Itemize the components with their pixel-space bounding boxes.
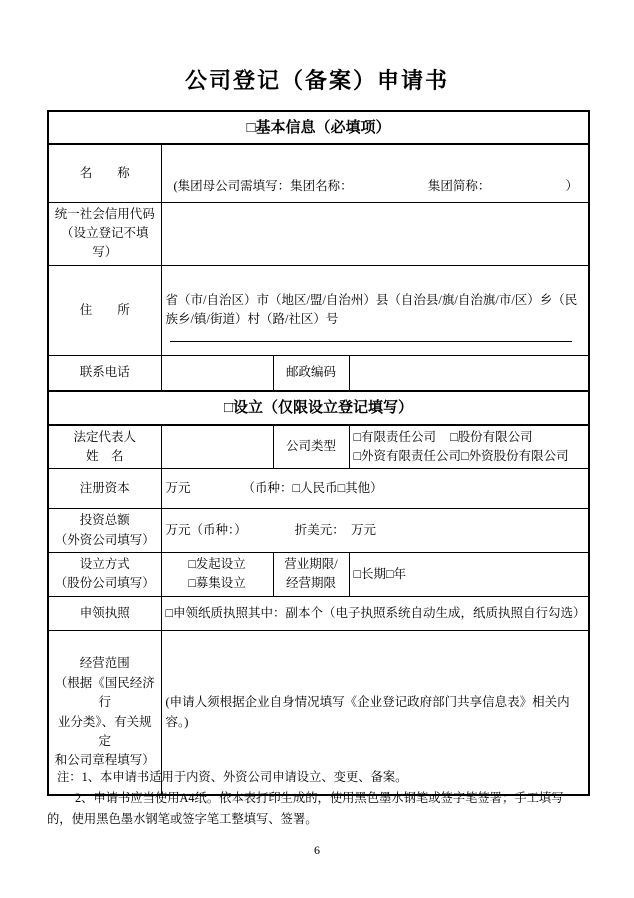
section-basic-info-header bbox=[48, 111, 589, 144]
address-template-text: 省（市/自治区）市（地区/盟/自治州）县（自治县/旗/自治旗/市/区）乡（民族乡/镇/街道）村（路/社区）号 bbox=[165, 292, 578, 327]
checkbox-joint-stock-company[interactable]: □股份有限公司 bbox=[450, 429, 533, 444]
checkbox-foreign-joint-stock-company[interactable]: □外资股份有限公司 bbox=[461, 448, 569, 463]
total-investment-label: 投资总额 （外资公司填写） bbox=[48, 509, 161, 553]
section-setup bbox=[48, 391, 589, 424]
note-line-2: 2、申请书应当使用A4纸。依本表打印生成的，使用黑色墨水钢笔或签字笔签署；手工填写的，使用黑色墨水钢笔或签字笔工整填写、签署。 bbox=[47, 790, 564, 826]
business-term-label: 营业期限/ 经营期限 bbox=[273, 553, 349, 597]
row-total-investment bbox=[48, 509, 589, 553]
page-number: 6 bbox=[314, 843, 320, 857]
registered-capital-cell bbox=[161, 469, 589, 509]
checkbox-foreign-limited-liability-company[interactable]: □外资有限责任公司 bbox=[353, 448, 462, 463]
page-title: 公司登记（备案）申请书 bbox=[184, 68, 449, 93]
row-registered-capital bbox=[48, 469, 589, 509]
checkbox-fundraising-establishment[interactable]: □募集设立 bbox=[188, 576, 246, 591]
license-cell bbox=[161, 596, 589, 630]
setup-method-options bbox=[161, 553, 273, 597]
checkbox-term-longterm-or-years[interactable]: □长期□年 bbox=[353, 566, 407, 581]
credit-code-input-area[interactable] bbox=[161, 202, 589, 265]
setup-checkbox[interactable]: □ bbox=[223, 399, 234, 417]
checkbox-paper-license[interactable]: □申领纸质执照其中：副本个（电子执照系统自动生成，纸质执照自行勾选） bbox=[165, 605, 586, 620]
group-hint-open: (集团母公司需填写：集团名称： bbox=[173, 179, 353, 194]
setup-header-text: 设立（仅限设立登记填写） bbox=[233, 399, 414, 417]
note-line-1: 注：1、本申请书适用于内资、外资公司申请设立、变更、备案。 bbox=[57, 770, 408, 784]
group-name-hint bbox=[166, 177, 585, 199]
investment-usd-label: 折美元： 万元 bbox=[294, 522, 377, 537]
row-phone-postcode bbox=[48, 355, 589, 391]
capital-unit-label: 万元 bbox=[165, 481, 191, 496]
company-type-options bbox=[349, 425, 589, 469]
row-setup-method bbox=[48, 553, 589, 597]
legal-rep-input-area[interactable] bbox=[161, 425, 273, 469]
business-scope-label: 经营范围 （根据《国民经济行 业分类》、有关规定 和公司章程填写） bbox=[48, 630, 161, 795]
business-term-options bbox=[349, 553, 589, 597]
legal-rep-label: 法定代表人 姓 名 bbox=[48, 425, 161, 469]
group-hint-abbr: 集团简称： bbox=[427, 179, 491, 194]
address-label: 住 所 bbox=[48, 265, 161, 355]
address-cell bbox=[161, 265, 589, 355]
credit-code-label: 统一社会信用代码 （设立登记不填写） bbox=[48, 202, 161, 265]
phone-input-area[interactable] bbox=[161, 355, 273, 391]
row-credit-code bbox=[48, 202, 589, 265]
notes bbox=[47, 767, 588, 830]
checkbox-sponsored-establishment[interactable]: □发起设立 bbox=[188, 557, 246, 571]
postcode-label: 邮政编码 bbox=[273, 355, 349, 391]
investment-unit-label: 万元（币种：） bbox=[165, 522, 247, 537]
basic-info-checkbox[interactable]: □ bbox=[246, 119, 256, 136]
row-address bbox=[48, 265, 589, 355]
group-hint-close: ） bbox=[565, 179, 579, 194]
company-name-label: 名 称 bbox=[48, 144, 161, 202]
license-label: 申领执照 bbox=[48, 596, 161, 630]
company-type-options-line2 bbox=[354, 447, 585, 466]
checkbox-limited-liability-company[interactable]: □有限责任公司 bbox=[353, 429, 437, 444]
business-scope-note: (申请人须根据企业自身情况填写《企业登记政府部门共享信息表》相关内容。) bbox=[165, 695, 570, 729]
company-type-options-line1 bbox=[354, 428, 585, 447]
postcode-input-area[interactable] bbox=[349, 355, 589, 391]
basic-info-header-text: 基本信息（必填项） bbox=[255, 119, 391, 136]
section-basic-info bbox=[48, 111, 589, 144]
company-name-input-area[interactable] bbox=[166, 147, 585, 177]
company-type-label: 公司类型 bbox=[273, 425, 349, 469]
application-form-table bbox=[47, 110, 590, 796]
setup-method-label: 设立方式 （股份公司填写） bbox=[48, 553, 161, 597]
section-setup-header bbox=[48, 391, 589, 424]
total-investment-cell bbox=[161, 509, 589, 553]
company-name-cell bbox=[161, 144, 589, 202]
row-company-name bbox=[48, 144, 589, 202]
phone-label: 联系电话 bbox=[48, 355, 161, 391]
address-blank-line[interactable] bbox=[170, 341, 573, 342]
row-legal-rep bbox=[48, 425, 589, 469]
row-license bbox=[48, 596, 589, 630]
registered-capital-label: 注册资本 bbox=[48, 469, 161, 509]
capital-currency-checkboxes[interactable]: （币种：□人民币□其他） bbox=[242, 481, 383, 496]
